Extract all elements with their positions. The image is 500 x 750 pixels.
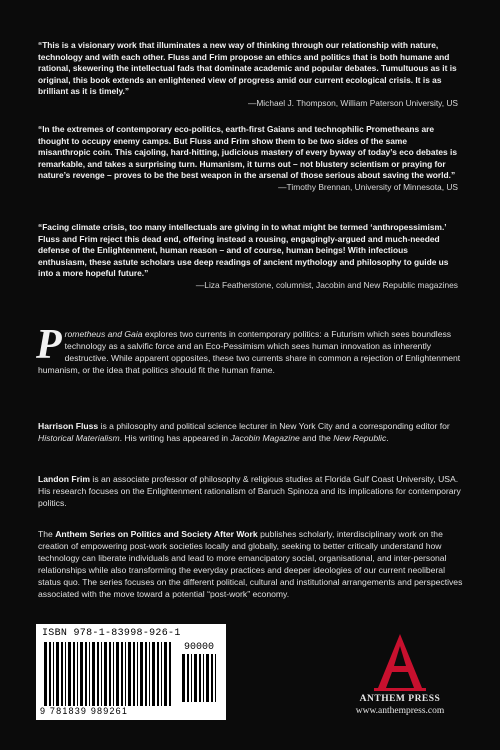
barcode-bar	[61, 642, 63, 706]
barcode-bar	[92, 642, 95, 706]
barcode-bar	[133, 642, 135, 706]
quote-attribution: —Liza Featherstone, columnist, Jacobin and New Republic magazines	[195, 279, 458, 290]
barcode-bar	[152, 642, 155, 706]
barcode-bar	[137, 642, 138, 706]
bio-italic: Jacobin Magazine	[230, 433, 300, 443]
barcode-bar	[56, 642, 59, 706]
barcode-bar	[65, 642, 66, 706]
endorsement-quote-2	[38, 124, 458, 194]
barcode-bar	[97, 642, 99, 706]
bio-text: is an associate professor of philosophy & religious studies at Florida Gulf Coast University, USA. His research focuses on the Enlightenment rationalism of Baruch Spinoza and its implications for contemporary politics.	[38, 474, 461, 508]
series-description	[38, 528, 468, 600]
endorsement-quote-3	[38, 222, 458, 292]
bio-text: . His writing has appeared in	[119, 433, 231, 443]
description-text: explores two currents in contemporary politics: a Futurism which sees boundless technology as a salvific force and an Eco-Pessimism which sees human innovation as inherently destructive. While apparent opposites, these two currents share in common a rejection of Enlightenment humanism, or the idea that politics should fit the human frame.	[38, 329, 461, 375]
barcode-bar	[109, 642, 111, 706]
barcode-bar	[116, 642, 119, 706]
barcode-bar	[89, 642, 90, 706]
barcode-bar	[149, 642, 150, 706]
bio-text: .	[386, 433, 389, 443]
barcode-bar	[187, 654, 189, 702]
bio-italic: Historical Materialism	[38, 433, 120, 443]
barcode-bar	[211, 654, 213, 702]
publisher-name: ANTHEM PRESS	[359, 694, 441, 704]
anthem-a-logo-icon	[370, 632, 430, 692]
book-description	[36, 322, 468, 376]
barcode-bar	[73, 642, 75, 706]
book-title: rometheus and Gaia	[64, 329, 143, 339]
barcode-bar	[49, 642, 51, 706]
quote-text: “Facing climate crisis, too many intellectuals are giving in to what might be termed ‘anthropessimism.’ Fluss and Frim reject this dead end, offering instead a rousing, engagingly-argued and much-needed defense of the Enlightenment, human reason – and of course, human beings! With infectious enthusiasm, these astute scholars use deep readings of ancient mythology and philosophy to guide us into a more hopeful future.”	[38, 222, 449, 279]
bio-italic: New Republic	[333, 433, 387, 443]
barcode-bar	[140, 642, 143, 706]
barcode-bar	[101, 642, 102, 706]
author-name: Harrison Fluss	[38, 421, 99, 431]
barcode-bar	[128, 642, 131, 706]
author-bio-frim	[38, 473, 468, 509]
price-barcode-bars	[182, 654, 220, 702]
price-code: 90000	[184, 642, 215, 653]
barcode-digits: 9 781839 989261	[40, 706, 129, 716]
barcode-bar	[182, 654, 185, 702]
barcode-bar	[157, 642, 159, 706]
publisher-logo	[340, 632, 460, 722]
series-lead: The	[38, 529, 56, 539]
quote-text: “In the extremes of contemporary eco-politics, earth-first Gaians and technophilic Prometheans are thought to occupy enemy camps. But Fluss and Frim show them to be two sides of the same misanthropic coin. This cajoling, hard-hitting, judicious mastery of every byway of today’s eco debates is remarkable, and takes a surprising turn. Humanism, it turns out – not blustery scientism or praying for nature’s revenge – proves to be the best weapon in the arsenal of those serious about saving the world.”	[38, 124, 457, 181]
isbn-label: ISBN 978-1-83998-926-1	[42, 628, 181, 639]
barcode-bar	[161, 642, 162, 706]
barcode-bar	[104, 642, 107, 706]
series-name: Anthem Series on Politics and Society After Work	[55, 529, 258, 539]
barcode-bar	[164, 642, 167, 706]
barcode-bar	[80, 642, 83, 706]
barcode-bar	[191, 654, 192, 702]
isbn-barcode	[36, 624, 226, 720]
barcode-bar	[44, 642, 47, 706]
quote-attribution: —Timothy Brennan, University of Minnesota, US	[278, 181, 458, 192]
barcode-bar	[206, 654, 209, 702]
barcode-bar	[77, 642, 78, 706]
quote-attribution: —Michael J. Thompson, William Paterson University, US	[247, 97, 458, 108]
bio-text: is a philosophy and political science lecturer in New York City and a corresponding editor for	[98, 421, 450, 431]
barcode-bar	[68, 642, 71, 706]
drop-cap: P	[36, 322, 62, 368]
barcode-bar	[113, 642, 114, 706]
barcode-bar	[121, 642, 123, 706]
series-text: publishes scholarly, interdisciplinary work on the creation of empowering post-work societies locally and globally, seeking to better critically understand how technology can liberate individuals and lead to more emancipatory social, organisational, and inter-personal relationships while also transforming the everyday practices and deeper ideologies of our current neoliberal status quo. The series focuses on the different political, cultural and institutional arrangements and perspectives associated with the move toward a potential “post-work” economy.	[38, 529, 463, 599]
barcode-bar	[203, 654, 204, 702]
bio-text: and the	[299, 433, 334, 443]
barcode-bar	[145, 642, 147, 706]
barcode-bar	[125, 642, 126, 706]
author-name: Landon Frim	[38, 474, 91, 484]
publisher-url: www.anthempress.com	[355, 706, 445, 716]
barcode-bar	[53, 642, 54, 706]
barcode-bar	[215, 654, 216, 702]
barcode-bar	[169, 642, 171, 706]
endorsement-quote-1	[38, 40, 458, 110]
author-bio-fluss	[38, 420, 468, 444]
barcode-bar	[85, 642, 87, 706]
barcode-bars	[44, 642, 174, 706]
barcode-bar	[194, 654, 197, 702]
quote-text: “This is a visionary work that illuminates a new way of thinking through our relationship with nature, technology and with each other. Fluss and Frim propose an ethics and politics that is both humane and rational, skewering the intellectual fads that dominate academic and popular debates. Tumultuous as it is original, this book extends an enlightened view of progress amid our current ecological crisis. It is as brilliant as it is timely.”	[38, 40, 457, 97]
barcode-bar	[199, 654, 201, 702]
